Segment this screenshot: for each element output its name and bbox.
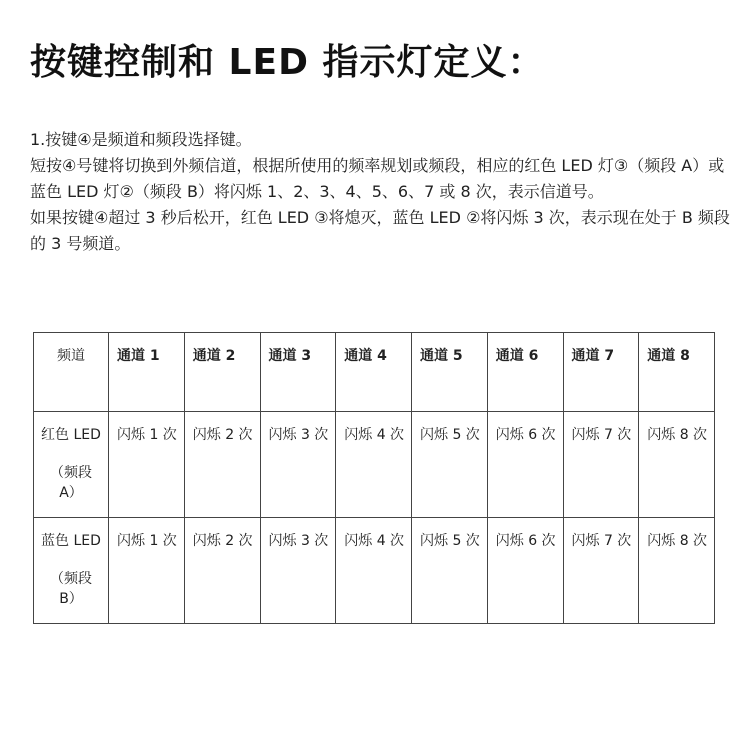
table-cell: 闪烁 5 次 [412, 518, 488, 624]
table-cell: 闪烁 6 次 [487, 518, 563, 624]
header-cell: 通道 8 [639, 333, 715, 412]
table-cell: 闪烁 8 次 [639, 412, 715, 518]
header-cell: 通道 1 [109, 333, 185, 412]
table-cell: 闪烁 1 次 [109, 518, 185, 624]
table-cell: 闪烁 3 次 [260, 412, 336, 518]
row-label-band: （频段 B） [50, 571, 92, 607]
table-cell: 闪烁 4 次 [336, 412, 412, 518]
table-cell: 闪烁 2 次 [184, 412, 260, 518]
header-cell: 通道 4 [336, 333, 412, 412]
page-title: 按键控制和 LED 指示灯定义： [30, 42, 545, 83]
header-cell: 通道 3 [260, 333, 336, 412]
table-row-blue [34, 518, 715, 624]
header-cell: 通道 5 [412, 333, 488, 412]
table-cell: 闪烁 7 次 [563, 412, 639, 518]
paragraph: 短按④号键将切换到外频信道，根据所使用的频率规划或频段，相应的红色 LED 灯③（频段 A）或蓝色 LED 灯②（频段 B）将闪烁 1、2、3、4、5、6、7 或 8 次，表示信道号。 [30, 156, 725, 201]
row-label-led: 蓝色 LED [41, 533, 101, 549]
table-cell: 闪烁 1 次 [109, 412, 185, 518]
row-label-band: （频段 A） [50, 465, 92, 501]
header-cell: 通道 6 [487, 333, 563, 412]
table-cell: 闪烁 7 次 [563, 518, 639, 624]
row-label [34, 412, 109, 518]
row-label [34, 518, 109, 624]
header-cell: 通道 2 [184, 333, 260, 412]
table-cell: 闪烁 4 次 [336, 518, 412, 624]
header-cell: 通道 7 [563, 333, 639, 412]
table-cell: 闪烁 6 次 [487, 412, 563, 518]
paragraph: 1.按键④是频道和频段选择键。 [30, 130, 252, 149]
row-label-led: 红色 LED [41, 427, 101, 443]
table-cell: 闪烁 8 次 [639, 518, 715, 624]
table-cell: 闪烁 5 次 [412, 412, 488, 518]
paragraph: 如果按键④超过 3 秒后松开，红色 LED ③将熄灭，蓝色 LED ②将闪烁 3 次，表示现在处于 B 频段的 3 号频道。 [30, 208, 730, 253]
table-cell: 闪烁 3 次 [260, 518, 336, 624]
description [30, 127, 730, 257]
table-row-red [34, 412, 715, 518]
header-cell-channel: 频道 [34, 333, 109, 412]
table-cell: 闪烁 2 次 [184, 518, 260, 624]
led-channel-table [33, 332, 715, 624]
table-header-row [34, 333, 715, 412]
